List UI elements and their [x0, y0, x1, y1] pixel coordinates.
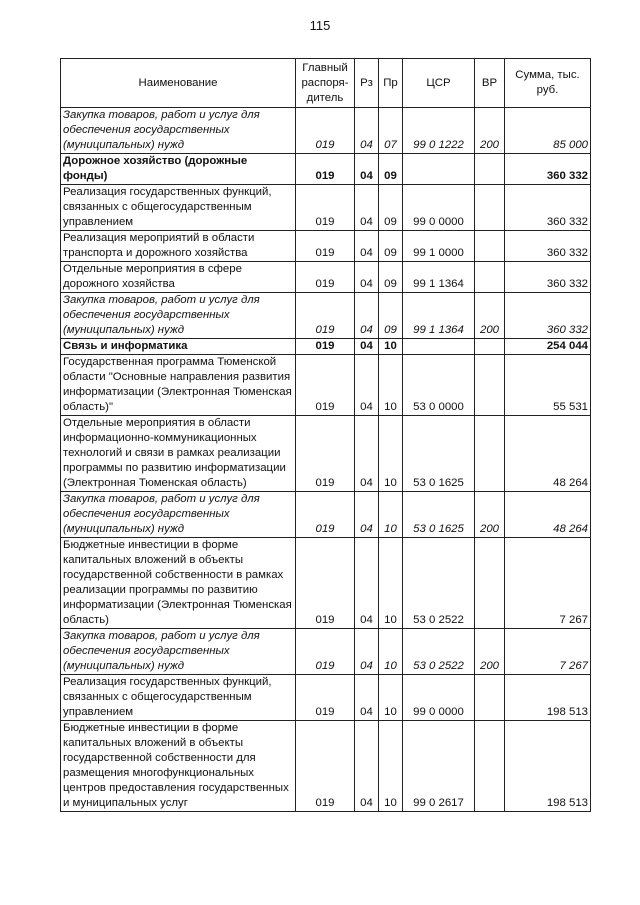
row-csr-cell: 53 0 0000: [403, 355, 475, 416]
row-rz-cell: 04: [355, 416, 379, 492]
row-name-cell: Закупка товаров, работ и услуг для обеспечения государственных (муниципальных) нужд: [61, 492, 296, 538]
row-name-cell: Отдельные мероприятия в области информационно-коммуникационных технологий и связи в рамках реализации программы по развитию информатизации (Электронная Тюменская область): [61, 416, 296, 492]
row-csr-cell: 99 1 0000: [403, 231, 475, 262]
row-main-manager-cell: 019: [296, 675, 355, 721]
row-vr-cell: [475, 185, 505, 231]
row-csr-cell: 99 0 1222: [403, 108, 475, 154]
row-pr-cell: 10: [379, 675, 403, 721]
table-row: [61, 339, 591, 355]
row-rz-cell: 04: [355, 108, 379, 154]
table-row: [61, 721, 591, 812]
row-name-cell: Закупка товаров, работ и услуг для обеспечения государственных (муниципальных) нужд: [61, 629, 296, 675]
row-sum-cell: 360 332: [505, 262, 591, 293]
row-name-cell: Реализация государственных функций, связанных с общегосударственным управлением: [61, 675, 296, 721]
row-sum-cell: 198 513: [505, 675, 591, 721]
header-sum: Сумма, тыс. руб.: [505, 59, 591, 108]
row-pr-cell: 10: [379, 629, 403, 675]
row-sum-cell: 360 332: [505, 231, 591, 262]
row-main-manager-cell: 019: [296, 492, 355, 538]
row-pr-cell: 10: [379, 492, 403, 538]
table-row: [61, 538, 591, 629]
header-csr: ЦСР: [403, 59, 475, 108]
row-sum-cell: 55 531: [505, 355, 591, 416]
row-name-cell: Государственная программа Тюменской области "Основные направления развития информатизации (Электронная Тюменская область)": [61, 355, 296, 416]
header-main-manager: Главный распоря-дитель: [296, 59, 355, 108]
table-header-row: [61, 59, 591, 108]
table-row: [61, 108, 591, 154]
row-name-cell: Закупка товаров, работ и услуг для обеспечения государственных (муниципальных) нужд: [61, 108, 296, 154]
table-row: [61, 231, 591, 262]
row-main-manager-cell: 019: [296, 231, 355, 262]
row-sum-cell: 254 044: [505, 339, 591, 355]
row-csr-cell: 53 0 2522: [403, 629, 475, 675]
row-csr-cell: 53 0 1625: [403, 492, 475, 538]
row-vr-cell: [475, 675, 505, 721]
row-main-manager-cell: 019: [296, 339, 355, 355]
row-vr-cell: [475, 339, 505, 355]
row-name-cell: Бюджетные инвестиции в форме капитальных вложений в объекты государственной собственности в рамках реализации программы по развитию информатизации (Электронная Тюменская область): [61, 538, 296, 629]
row-main-manager-cell: 019: [296, 293, 355, 339]
row-main-manager-cell: 019: [296, 154, 355, 185]
row-rz-cell: 04: [355, 492, 379, 538]
row-pr-cell: 09: [379, 293, 403, 339]
table-row: [61, 293, 591, 339]
table-row: [61, 629, 591, 675]
row-vr-cell: [475, 154, 505, 185]
row-csr-cell: 99 0 0000: [403, 675, 475, 721]
row-csr-cell: 99 1 1364: [403, 262, 475, 293]
row-name-cell: Реализация государственных функций, связанных с общегосударственным управлением: [61, 185, 296, 231]
budget-table: [60, 58, 591, 812]
row-name-cell: Реализация мероприятий в области транспорта и дорожного хозяйства: [61, 231, 296, 262]
row-csr-cell: [403, 339, 475, 355]
row-main-manager-cell: 019: [296, 262, 355, 293]
header-rz: Рз: [355, 59, 379, 108]
row-vr-cell: [475, 538, 505, 629]
table-row: [61, 492, 591, 538]
row-rz-cell: 04: [355, 154, 379, 185]
row-rz-cell: 04: [355, 293, 379, 339]
row-sum-cell: 360 332: [505, 185, 591, 231]
row-main-manager-cell: 019: [296, 355, 355, 416]
row-rz-cell: 04: [355, 675, 379, 721]
row-vr-cell: [475, 262, 505, 293]
row-csr-cell: 99 0 0000: [403, 185, 475, 231]
row-vr-cell: [475, 355, 505, 416]
row-name-cell: Связь и информатика: [61, 339, 296, 355]
row-sum-cell: 360 332: [505, 293, 591, 339]
table-row: [61, 262, 591, 293]
row-main-manager-cell: 019: [296, 416, 355, 492]
row-pr-cell: 10: [379, 355, 403, 416]
row-name-cell: Бюджетные инвестиции в форме капитальных вложений в объекты государственной собственности для размещения многофункциональных центров предоставления государственных и муниципальных услуг: [61, 721, 296, 812]
row-vr-cell: [475, 231, 505, 262]
row-rz-cell: 04: [355, 339, 379, 355]
row-sum-cell: 7 267: [505, 629, 591, 675]
row-name-cell: Дорожное хозяйство (дорожные фонды): [61, 154, 296, 185]
row-main-manager-cell: 019: [296, 721, 355, 812]
row-csr-cell: 99 0 2617: [403, 721, 475, 812]
row-csr-cell: 99 1 1364: [403, 293, 475, 339]
row-pr-cell: 10: [379, 538, 403, 629]
header-pr: Пр: [379, 59, 403, 108]
row-vr-cell: 200: [475, 108, 505, 154]
row-pr-cell: 10: [379, 339, 403, 355]
table-row: [61, 154, 591, 185]
row-name-cell: Закупка товаров, работ и услуг для обеспечения государственных (муниципальных) нужд: [61, 293, 296, 339]
row-sum-cell: 48 264: [505, 492, 591, 538]
row-rz-cell: 04: [355, 355, 379, 416]
row-pr-cell: 09: [379, 154, 403, 185]
row-main-manager-cell: 019: [296, 185, 355, 231]
table-body: [61, 108, 591, 812]
row-sum-cell: 48 264: [505, 416, 591, 492]
row-pr-cell: 09: [379, 231, 403, 262]
table-row: [61, 185, 591, 231]
row-vr-cell: 200: [475, 293, 505, 339]
row-sum-cell: 360 332: [505, 154, 591, 185]
header-vr: ВР: [475, 59, 505, 108]
row-rz-cell: 04: [355, 262, 379, 293]
row-sum-cell: 198 513: [505, 721, 591, 812]
row-sum-cell: 85 000: [505, 108, 591, 154]
row-rz-cell: 04: [355, 721, 379, 812]
row-pr-cell: 09: [379, 185, 403, 231]
row-vr-cell: [475, 721, 505, 812]
page-number: 115: [309, 18, 331, 33]
table-row: [61, 355, 591, 416]
row-vr-cell: 200: [475, 492, 505, 538]
row-pr-cell: 10: [379, 416, 403, 492]
row-rz-cell: 04: [355, 231, 379, 262]
row-rz-cell: 04: [355, 538, 379, 629]
table-row: [61, 675, 591, 721]
row-vr-cell: [475, 416, 505, 492]
row-csr-cell: [403, 154, 475, 185]
row-main-manager-cell: 019: [296, 538, 355, 629]
row-name-cell: Отдельные мероприятия в сфере дорожного хозяйства: [61, 262, 296, 293]
row-main-manager-cell: 019: [296, 108, 355, 154]
row-main-manager-cell: 019: [296, 629, 355, 675]
row-pr-cell: 07: [379, 108, 403, 154]
row-pr-cell: 10: [379, 721, 403, 812]
row-sum-cell: 7 267: [505, 538, 591, 629]
row-pr-cell: 09: [379, 262, 403, 293]
table-row: [61, 416, 591, 492]
row-rz-cell: 04: [355, 185, 379, 231]
row-csr-cell: 53 0 2522: [403, 538, 475, 629]
header-name: Наименование: [61, 59, 296, 108]
row-rz-cell: 04: [355, 629, 379, 675]
row-csr-cell: 53 0 1625: [403, 416, 475, 492]
row-vr-cell: 200: [475, 629, 505, 675]
